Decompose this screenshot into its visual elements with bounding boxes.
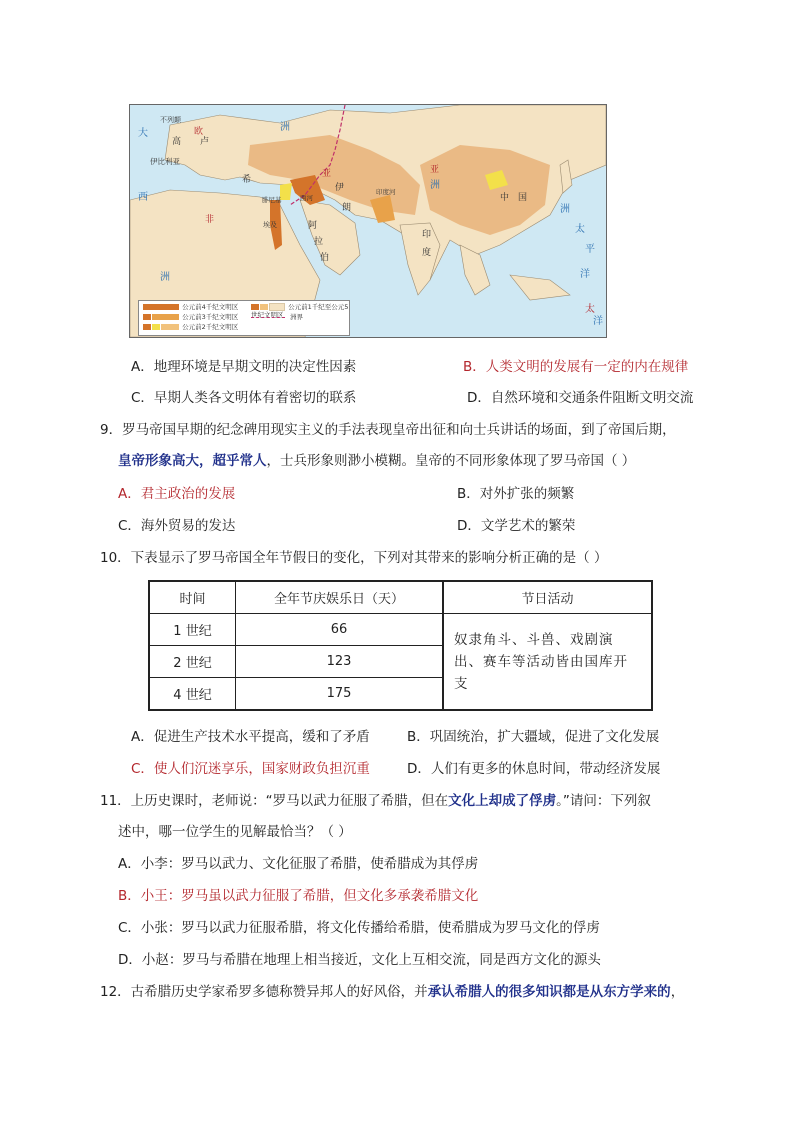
table-cell-days: 66 [236,614,444,646]
table-row [149,614,652,646]
table-cell-days: 175 [236,678,444,711]
map-label-atlantic-1: 大 [138,128,148,139]
festival-table [148,580,653,711]
q12-stem-part-b: ， [670,984,685,1000]
table-header-activity: 节日活动 [443,581,652,614]
q9-option-c[interactable]: C．海外贸易的发达 [118,518,236,534]
table-header-days: 全年节庆娱乐日（天） [236,581,444,614]
q11-option-d[interactable]: D．小赵：罗马与希腊在地理上相当接近，文化上互相交流，同是西方文化的源头 [118,952,601,968]
map-label-arabia-3: 伯 [320,253,330,263]
q12-stem-part-a: 12．古希腊历史学家希罗多德称赞异邦人的好风俗，并 [100,984,428,1000]
q11-option-c[interactable]: C．小张：罗马以武力征服希腊，将文化传播给希腊，使希腊成为罗马文化的俘虏 [118,920,600,936]
map-label-britain: 不列颠 [160,116,181,124]
legend-swatch-4c [269,303,285,311]
legend-swatch-4b [260,304,268,310]
q11-stem-line2: 述中，哪一位学生的见解最恰当？（ ） [118,824,352,840]
q10-stem: 10．下表显示了罗马帝国全年节假日的变化，下列对其带来的影响分析正确的是（ ） [100,550,608,566]
map-label-asia-2: 亚 [430,165,440,175]
legend-swatch-4a [251,304,259,310]
legend-text-4: 公元前1千纪至公元5世纪文明区 [251,303,349,319]
q9-stem-line2 [118,452,635,470]
q9-option-b[interactable]: B．对外扩张的频繁 [457,486,575,502]
map-label-phoenicia: 腓尼基 [262,196,282,204]
table-cell-days: 123 [236,646,444,678]
q9-stem-line1: 9．罗马帝国早期的纪念碑用现实主义的手法表现皇帝出征和向士兵讲话的场面，到了帝国后期， [100,422,676,438]
map-legend [138,300,350,336]
q9-stem-rest: ，士兵形象则渺小模糊。皇帝的不同形象体现了罗马帝国（ ） [266,453,636,469]
map-label-arabia-1: 阿 [308,221,318,231]
legend-swatch-3c [161,324,179,330]
map-label-india-2: 度 [422,248,432,258]
q10-option-a[interactable]: A．促进生产技术水平提高，缓和了矛盾 [131,729,370,745]
q10-option-d[interactable]: D．人们有更多的休息时间，带动经济发展 [407,761,661,777]
map-label-iberia: 伊比利亚 [150,157,180,166]
q8-option-b[interactable]: B．人类文明的发展有一定的内在规律 [463,359,689,375]
legend-swatch-2a [143,314,151,320]
legend-text-3: 公元前2千纪文明区 [182,323,239,331]
map-label-indus: 印度河 [376,188,396,196]
table-cell-time: 1 世纪 [149,614,236,646]
legend-item-5 [251,313,303,321]
q11-option-a[interactable]: A．小李：罗马以武力、文化征服了希腊，使希腊成为其俘虏 [118,856,479,872]
legend-swatch-1 [143,304,179,310]
q11-stem-part-a: 11．上历史课时，老师说：“罗马以武力征服了希腊，但在 [100,793,449,809]
southeast-asia-land [460,245,490,295]
map-label-gao: 高 [172,137,182,147]
map-label-pacific-1: 太 [575,224,585,235]
map-label-arabia-2: 拉 [314,237,324,247]
q10-option-b[interactable]: B．巩固统治，扩大疆域，促进了文化发展 [407,729,660,745]
q10-option-c[interactable]: C．使人们沉迷享乐，国家财政负担沉重 [131,761,370,777]
legend-text-5: 洲界 [290,313,304,321]
map-label-mesopotamia: 两河 [300,194,313,202]
q12-stem [100,983,684,1001]
map-label-china-1: 中 [500,193,510,203]
table-cell-activity: 奴隶角斗、斗兽、戏剧演出、赛车等活动皆由国库开支 [443,614,652,711]
map-label-pacific-5: 洋 [593,316,603,327]
map-label-pacific-3: 洋 [580,269,590,280]
q9-option-d[interactable]: D．文学艺术的繁荣 [457,518,576,534]
islands-land [510,275,570,300]
q8-option-a[interactable]: A．地理环境是早期文明的决定性因素 [131,359,357,375]
legend-item-3 [143,323,238,331]
map-label-asia: 亚 [322,169,332,179]
map-label-india-1: 印 [422,230,432,240]
legend-swatch-2b [152,314,179,320]
table-cell-time: 2 世纪 [149,646,236,678]
q11-option-b[interactable]: B．小王：罗马虽以武力征服了希腊，但文化多承袭希腊文化 [118,888,479,904]
q11-stem-line1 [100,792,651,810]
map-label-europe: 欧 [194,127,204,137]
map-label-lu: 卢 [200,137,210,147]
legend-text-1: 公元前4千纪文明区 [182,303,239,311]
q8-option-c[interactable]: C．早期人类各文明体有着密切的联系 [131,390,357,406]
map-label-pacific-2: 平 [585,244,595,255]
india-land [400,223,440,295]
map-label-zhou-4: 洲 [560,204,570,215]
map-label-atlantic-2: 西 [138,192,148,203]
civilization-map [129,104,607,338]
q9-option-a[interactable]: A．君主政治的发展 [118,486,236,502]
map-label-zhou-1: 洲 [280,122,290,133]
legend-swatch-3b [152,324,160,330]
legend-swatch-3a [143,324,151,330]
map-label-greece: 希 [242,175,252,185]
map-label-zhou-2: 洲 [430,180,440,191]
map-label-iran-2: 朗 [342,203,352,213]
q11-stem-highlight: 文化上却成了俘虏 [448,793,557,809]
legend-border-line [251,317,285,318]
map-label-africa: 非 [205,215,215,225]
map-label-zhou-3: 洲 [160,272,170,283]
table-header-time: 时间 [149,581,236,614]
legend-item-1 [143,303,238,311]
legend-text-2: 公元前3千纪文明区 [182,313,239,321]
map-label-egypt: 埃及 [263,221,277,229]
q11-stem-part-b: 。”请问：下列叙 [556,793,651,809]
map-label-pacific-4: 太 [585,304,595,315]
map-label-iran-1: 伊 [335,183,345,193]
q9-stem-highlight: 皇帝形象高大，超乎常人 [118,453,267,469]
q12-stem-highlight: 承认希腊人的很多知识都是从东方学来的 [427,984,671,1000]
q8-option-d[interactable]: D．自然环境和交通条件阻断文明交流 [467,390,694,406]
table-header-row [149,581,652,614]
legend-item-2 [143,313,238,321]
map-label-china-2: 国 [518,193,528,203]
table-cell-time: 4 世纪 [149,678,236,711]
